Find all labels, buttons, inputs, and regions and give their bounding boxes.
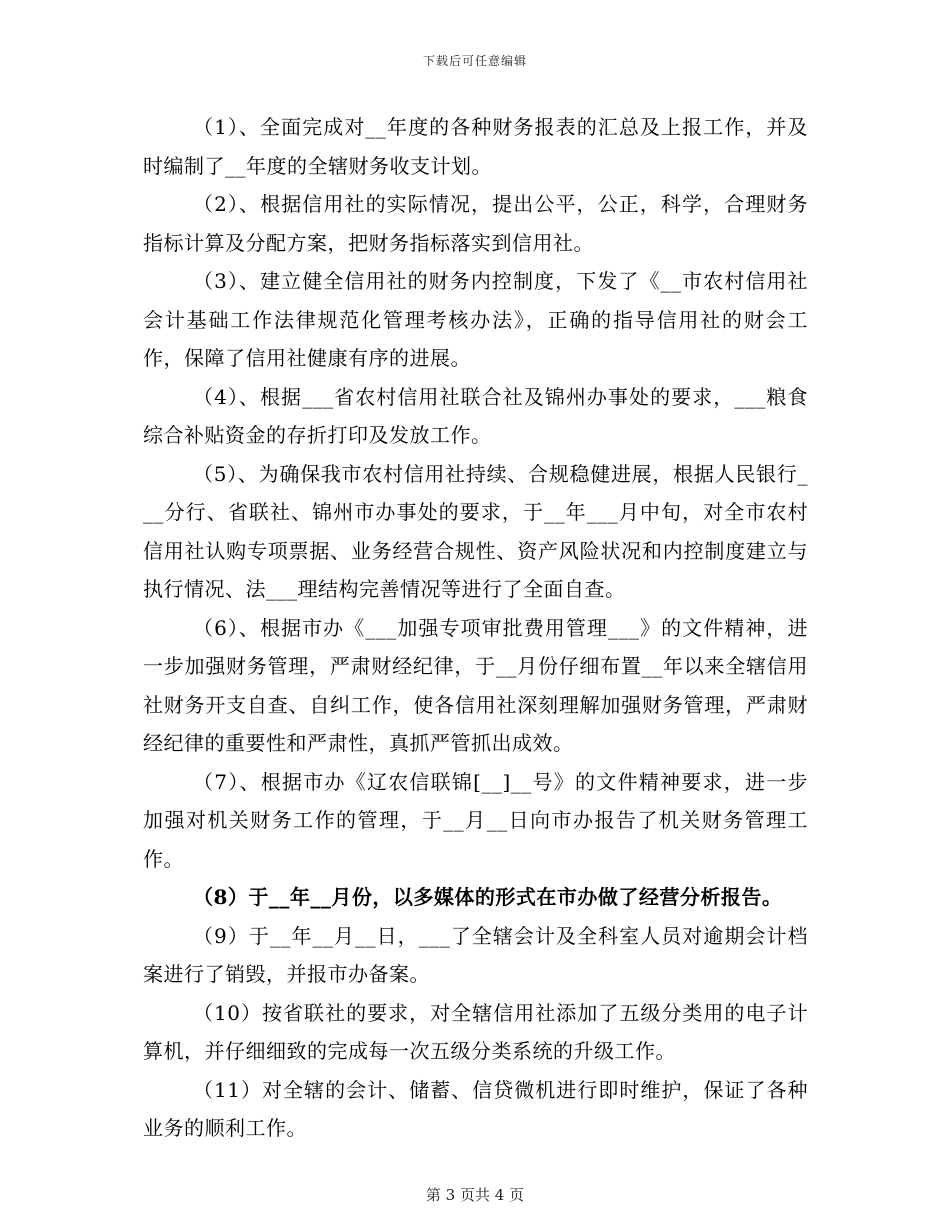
paragraph-8: （8）于__年__月份，以多媒体的形式在市办做了经营分析报告。: [193, 885, 783, 909]
paragraph-7: （7）、根据市办《辽农信联锦[__]__号》的文件精神要求，进一步加强对机关财务工作的管理，于__月__日向市办报告了机关财务管理工作。: [143, 769, 808, 871]
paragraph-4: （4）、根据___省农村信用社联合社及锦州办事处的要求，___粮食综合补贴资金的存折打印及发放工作。: [143, 384, 808, 447]
paragraph-10: （10）按省联社的要求，对全辖信用社添加了五级分类用的电子计算机，并仔细细致的完成每一次五级分类系统的升级工作。: [143, 1000, 808, 1063]
paragraph-1: （1）、全面完成对__年度的各种财务报表的汇总及上报工作，并及时编制了__年度的全辖财务收支计划。: [143, 115, 808, 178]
paragraph-11: （11）对全辖的会计、储蓄、信贷微机进行即时维护，保证了各种业务的顺利工作。: [143, 1077, 808, 1140]
page-footer: 第 3 页共 4 页: [425, 1186, 525, 1204]
paragraph-3: （3）、建立健全信用社的财务内控制度，下发了《__市农村信用社会计基础工作法律规范化管理考核办法》，正确的指导信用社的财会工作，保障了信用社健康有序的进展。: [143, 269, 808, 370]
paragraph-2: （2）、根据信用社的实际情况，提出公平，公正，科学，合理财务指标计算及分配方案，把财务指标落实到信用社。: [143, 192, 808, 255]
paragraph-6: （6）、根据市办《___加强专项审批费用管理___》的文件精神，进一步加强财务管理，严肃财经纪律，于__月份仔细布置__年以来全辖信用社财务开支自查、自纠工作，使各信用社深刻理解加强财务管理，严肃财经纪律的重要性和严肃性，真抓严管抓出成效。: [143, 615, 808, 755]
document-body: [143, 108, 808, 1148]
paragraph-5: （5）、为确保我市农村信用社持续、合规稳健进展，根据人民银行___分行、省联社、锦州市办事处的要求，于__年___月中旬，对全市农村信用社认购专项票据、业务经营合规性、资产风险状况和内控制度建立与执行情况、法___理结构完善情况等进行了全面自查。: [143, 461, 808, 601]
page-header: 下载后可任意编辑: [422, 54, 527, 68]
paragraph-9: （9）于__年__月__日，___了全辖会计及全科室人员对逾期会计档案进行了销毁，并报市办备案。: [143, 923, 808, 986]
